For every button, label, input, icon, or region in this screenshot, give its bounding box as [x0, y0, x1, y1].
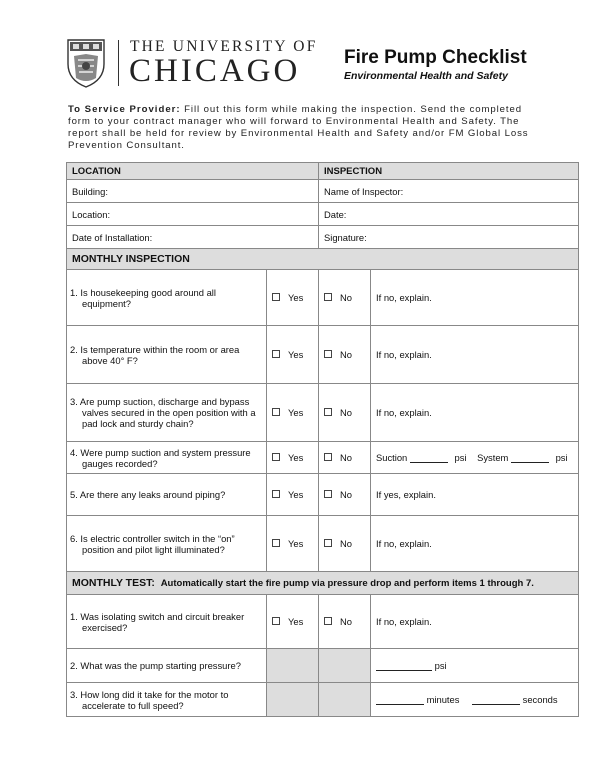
checkbox-icon[interactable] — [272, 617, 280, 625]
minutes-unit: minutes — [426, 694, 460, 705]
inspection-header: INSPECTION — [319, 163, 579, 180]
table-row — [67, 326, 579, 384]
checkbox-icon[interactable] — [272, 490, 280, 498]
monthly-inspection-section-row — [67, 249, 579, 270]
page-header — [66, 38, 546, 98]
explanation-field[interactable]: If yes, explain. — [371, 474, 579, 516]
question-text: 5. Are there any leaks around piping? — [67, 474, 267, 516]
question-text: 3. How long did it take for the motor to accelerate to full speed? — [67, 683, 267, 717]
university-name-line2: CHICAGO — [129, 53, 301, 89]
signature-field[interactable]: Signature: — [319, 226, 579, 249]
table-row — [67, 442, 579, 474]
instructions-text: Fill out this form while making the inspection. Send the completed form to your contract manager who will forward to Environmental Health and Safety. The report shall be held for review by Environmental Health and Safety and/or FM Global Loss Prevention Consultant. — [68, 104, 529, 151]
explanation-field[interactable]: If no, explain. — [371, 384, 579, 442]
table-row — [67, 595, 579, 649]
question-text: 1. Is housekeeping good around all equipment? — [67, 270, 267, 326]
shaded-cell — [319, 649, 371, 683]
info-row — [67, 226, 579, 249]
no-checkbox[interactable]: No — [319, 516, 371, 572]
psi-unit: psi — [555, 452, 568, 463]
psi-unit: psi — [434, 660, 447, 671]
checkbox-icon[interactable] — [324, 539, 332, 547]
checkbox-icon[interactable] — [272, 350, 280, 358]
minutes-input[interactable] — [376, 695, 424, 705]
table-row — [67, 384, 579, 442]
university-name-line1: THE UNIVERSITY OF — [130, 38, 318, 55]
question-text: 2. Is temperature within the room or area above 40° F? — [67, 326, 267, 384]
monthly-test-heading: MONTHLY TEST: Automatically start the fire pump via pressure drop and perform items 1 through 7. — [67, 572, 579, 595]
header-divider — [118, 40, 119, 86]
no-checkbox[interactable]: No — [319, 474, 371, 516]
checklist-form — [66, 162, 579, 717]
system-label: System — [477, 452, 509, 463]
seconds-input[interactable] — [472, 695, 520, 705]
no-checkbox[interactable]: No — [319, 595, 371, 649]
date-field[interactable]: Date: — [319, 203, 579, 226]
checkbox-icon[interactable] — [272, 453, 280, 461]
shaded-cell — [267, 649, 319, 683]
starting-pressure-field — [371, 649, 579, 683]
university-crest-icon — [66, 38, 106, 88]
yes-checkbox[interactable]: Yes — [267, 384, 319, 442]
seconds-unit: seconds — [522, 694, 558, 705]
instructions-lead: To Service Provider: — [68, 104, 181, 115]
question-text: 3. Are pump suction, discharge and bypass valves secured in the open position with a pad lock and sturdy chain? — [67, 384, 267, 442]
checkbox-icon[interactable] — [324, 293, 332, 301]
document-title: Fire Pump Checklist — [344, 47, 527, 68]
acceleration-time-field — [371, 683, 579, 717]
yes-checkbox[interactable]: Yes — [267, 270, 319, 326]
pressure-gauge-fields — [371, 442, 579, 474]
location-field[interactable]: Location: — [67, 203, 319, 226]
psi-unit: psi — [454, 452, 467, 463]
question-text: 6. Is electric controller switch in the “on” position and pilot light illuminated? — [67, 516, 267, 572]
explanation-field[interactable]: If no, explain. — [371, 326, 579, 384]
location-header: LOCATION — [67, 163, 319, 180]
question-text: 2. What was the pump starting pressure? — [67, 649, 267, 683]
system-psi-input[interactable] — [511, 453, 549, 463]
checkbox-icon[interactable] — [324, 408, 332, 416]
monthly-inspection-heading: MONTHLY INSPECTION — [67, 249, 579, 270]
checkbox-icon[interactable] — [324, 490, 332, 498]
starting-pressure-input[interactable] — [376, 661, 432, 671]
checkbox-icon[interactable] — [324, 350, 332, 358]
checkbox-icon[interactable] — [272, 293, 280, 301]
table-row — [67, 649, 579, 683]
table-row — [67, 516, 579, 572]
info-row — [67, 180, 579, 203]
no-checkbox[interactable]: No — [319, 384, 371, 442]
table-row — [67, 683, 579, 717]
suction-label: Suction — [376, 452, 408, 463]
yes-checkbox[interactable]: Yes — [267, 442, 319, 474]
explanation-field[interactable]: If no, explain. — [371, 270, 579, 326]
no-checkbox[interactable]: No — [319, 326, 371, 384]
checkbox-icon[interactable] — [324, 453, 332, 461]
explanation-field[interactable]: If no, explain. — [371, 595, 579, 649]
shaded-cell — [267, 683, 319, 717]
table-row — [67, 474, 579, 516]
shaded-cell — [319, 683, 371, 717]
inspector-name-field[interactable]: Name of Inspector: — [319, 180, 579, 203]
no-checkbox[interactable]: No — [319, 442, 371, 474]
yes-checkbox[interactable]: Yes — [267, 516, 319, 572]
info-header-row — [67, 163, 579, 180]
info-row — [67, 203, 579, 226]
no-checkbox[interactable]: No — [319, 270, 371, 326]
monthly-test-section-row — [67, 572, 579, 595]
checkbox-icon[interactable] — [272, 539, 280, 547]
instructions-paragraph — [68, 104, 544, 152]
table-row — [67, 270, 579, 326]
document-subtitle: Environmental Health and Safety — [344, 70, 508, 82]
question-text: 4. Were pump suction and system pressure gauges recorded? — [67, 442, 267, 474]
suction-psi-input[interactable] — [410, 453, 448, 463]
checkbox-icon[interactable] — [272, 408, 280, 416]
yes-checkbox[interactable]: Yes — [267, 595, 319, 649]
yes-checkbox[interactable]: Yes — [267, 474, 319, 516]
explanation-field[interactable]: If no, explain. — [371, 516, 579, 572]
question-text: 1. Was isolating switch and circuit breaker exercised? — [67, 595, 267, 649]
installation-date-field[interactable]: Date of Installation: — [67, 226, 319, 249]
yes-checkbox[interactable]: Yes — [267, 326, 319, 384]
building-field[interactable]: Building: — [67, 180, 319, 203]
checkbox-icon[interactable] — [324, 617, 332, 625]
